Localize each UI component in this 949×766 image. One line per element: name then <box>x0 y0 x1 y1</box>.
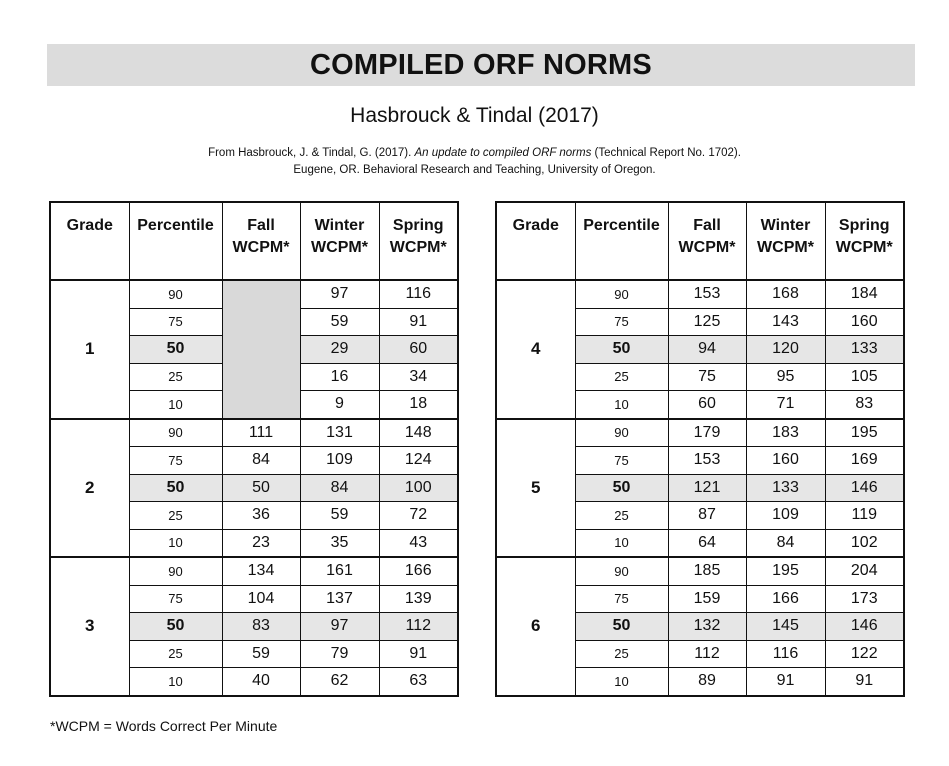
winter-wcpm-cell: 166 <box>746 585 825 613</box>
spring-wcpm-cell: 160 <box>825 308 904 336</box>
percentile-cell: 90 <box>575 557 668 585</box>
header-spring: Spring WCPM* <box>825 202 904 280</box>
percentile-cell: 25 <box>129 502 222 530</box>
spring-wcpm-cell: 60 <box>379 336 458 364</box>
percentile-cell: 90 <box>129 280 222 308</box>
fall-wcpm-cell: 89 <box>668 668 746 696</box>
winter-wcpm-cell: 79 <box>300 640 379 668</box>
winter-wcpm-cell: 116 <box>746 640 825 668</box>
winter-wcpm-cell: 133 <box>746 474 825 502</box>
spring-wcpm-cell: 72 <box>379 502 458 530</box>
citation-line-2: Eugene, OR. Behavioral Research and Teaching, University of Oregon. <box>293 164 656 176</box>
fall-wcpm-cell: 134 <box>222 557 300 585</box>
fall-wcpm-cell: 40 <box>222 668 300 696</box>
fall-wcpm-cell: 59 <box>222 640 300 668</box>
fall-wcpm-cell: 179 <box>668 419 746 447</box>
percentile-cell: 25 <box>575 502 668 530</box>
percentile-cell: 10 <box>129 529 222 557</box>
fall-wcpm-cell: 36 <box>222 502 300 530</box>
spring-wcpm-cell: 173 <box>825 585 904 613</box>
fall-wcpm-cell: 84 <box>222 447 300 475</box>
citation <box>0 145 949 179</box>
spring-wcpm-cell: 169 <box>825 447 904 475</box>
table-row <box>50 280 458 308</box>
fall-wcpm-cell: 121 <box>668 474 746 502</box>
winter-wcpm-cell: 84 <box>300 474 379 502</box>
winter-wcpm-cell: 183 <box>746 419 825 447</box>
spring-wcpm-cell: 18 <box>379 391 458 419</box>
percentile-cell: 50 <box>129 336 222 364</box>
fall-wcpm-cell: 185 <box>668 557 746 585</box>
spring-wcpm-cell: 43 <box>379 529 458 557</box>
spring-wcpm-cell: 184 <box>825 280 904 308</box>
winter-wcpm-cell: 168 <box>746 280 825 308</box>
percentile-cell: 75 <box>575 585 668 613</box>
spring-wcpm-cell: 63 <box>379 668 458 696</box>
fall-wcpm-cell: 153 <box>668 280 746 308</box>
winter-wcpm-cell: 95 <box>746 363 825 391</box>
spring-wcpm-cell: 195 <box>825 419 904 447</box>
table-row <box>50 419 458 447</box>
fall-wcpm-cell: 87 <box>668 502 746 530</box>
header-fall: Fall WCPM* <box>668 202 746 280</box>
winter-wcpm-cell: 71 <box>746 391 825 419</box>
grade-cell: 4 <box>496 280 575 419</box>
winter-wcpm-cell: 29 <box>300 336 379 364</box>
fall-wcpm-cell: 50 <box>222 474 300 502</box>
spring-wcpm-cell: 133 <box>825 336 904 364</box>
fall-wcpm-cell: 94 <box>668 336 746 364</box>
spring-wcpm-cell: 122 <box>825 640 904 668</box>
percentile-cell: 10 <box>575 391 668 419</box>
percentile-cell: 10 <box>129 668 222 696</box>
spring-wcpm-cell: 102 <box>825 529 904 557</box>
spring-wcpm-cell: 105 <box>825 363 904 391</box>
winter-wcpm-cell: 131 <box>300 419 379 447</box>
header-fall: Fall WCPM* <box>222 202 300 280</box>
winter-wcpm-cell: 35 <box>300 529 379 557</box>
norms-table-right <box>495 201 905 697</box>
percentile-cell: 25 <box>129 363 222 391</box>
winter-wcpm-cell: 161 <box>300 557 379 585</box>
header-winter: Winter WCPM* <box>746 202 825 280</box>
percentile-cell: 90 <box>129 419 222 447</box>
grade-cell: 3 <box>50 557 129 696</box>
winter-wcpm-cell: 195 <box>746 557 825 585</box>
winter-wcpm-cell: 16 <box>300 363 379 391</box>
spring-wcpm-cell: 100 <box>379 474 458 502</box>
spring-wcpm-cell: 112 <box>379 613 458 641</box>
winter-wcpm-cell: 160 <box>746 447 825 475</box>
spring-wcpm-cell: 139 <box>379 585 458 613</box>
percentile-cell: 75 <box>129 308 222 336</box>
spring-wcpm-cell: 91 <box>825 668 904 696</box>
header-percentile: Percentile <box>575 202 668 280</box>
spring-wcpm-cell: 34 <box>379 363 458 391</box>
spring-wcpm-cell: 148 <box>379 419 458 447</box>
header-spring: Spring WCPM* <box>379 202 458 280</box>
winter-wcpm-cell: 59 <box>300 502 379 530</box>
table-row <box>50 557 458 585</box>
winter-wcpm-cell: 91 <box>746 668 825 696</box>
spring-wcpm-cell: 124 <box>379 447 458 475</box>
percentile-cell: 10 <box>575 668 668 696</box>
percentile-cell: 90 <box>129 557 222 585</box>
grade-cell: 5 <box>496 419 575 558</box>
winter-wcpm-cell: 137 <box>300 585 379 613</box>
winter-wcpm-cell: 9 <box>300 391 379 419</box>
spring-wcpm-cell: 91 <box>379 308 458 336</box>
percentile-cell: 10 <box>575 529 668 557</box>
page-title: COMPILED ORF NORMS <box>310 48 652 81</box>
percentile-cell: 75 <box>129 447 222 475</box>
percentile-cell: 50 <box>575 336 668 364</box>
fall-wcpm-cell: 153 <box>668 447 746 475</box>
table-row <box>496 419 904 447</box>
winter-wcpm-cell: 120 <box>746 336 825 364</box>
percentile-cell: 25 <box>575 363 668 391</box>
winter-wcpm-cell: 145 <box>746 613 825 641</box>
percentile-cell: 90 <box>575 280 668 308</box>
percentile-cell: 90 <box>575 419 668 447</box>
citation-report-title: An update to compiled ORF norms <box>414 147 592 159</box>
title-bar <box>47 44 915 86</box>
spring-wcpm-cell: 146 <box>825 474 904 502</box>
spring-wcpm-cell: 91 <box>379 640 458 668</box>
winter-wcpm-cell: 84 <box>746 529 825 557</box>
winter-wcpm-cell: 143 <box>746 308 825 336</box>
winter-wcpm-cell: 109 <box>300 447 379 475</box>
spring-wcpm-cell: 166 <box>379 557 458 585</box>
header-grade: Grade <box>50 202 129 280</box>
spring-wcpm-cell: 204 <box>825 557 904 585</box>
percentile-cell: 50 <box>129 474 222 502</box>
percentile-cell: 75 <box>575 308 668 336</box>
percentile-cell: 10 <box>129 391 222 419</box>
fall-wcpm-cell: 60 <box>668 391 746 419</box>
grade-cell: 6 <box>496 557 575 696</box>
fall-wcpm-cell: 23 <box>222 529 300 557</box>
footnote: *WCPM = Words Correct Per Minute <box>50 718 278 734</box>
table-row <box>496 280 904 308</box>
winter-wcpm-cell: 109 <box>746 502 825 530</box>
header-grade: Grade <box>496 202 575 280</box>
fall-wcpm-cell: 83 <box>222 613 300 641</box>
spring-wcpm-cell: 146 <box>825 613 904 641</box>
winter-wcpm-cell: 97 <box>300 280 379 308</box>
header-percentile: Percentile <box>129 202 222 280</box>
header-row <box>496 202 904 280</box>
fall-wcpm-cell: 132 <box>668 613 746 641</box>
spring-wcpm-cell: 116 <box>379 280 458 308</box>
percentile-cell: 50 <box>129 613 222 641</box>
winter-wcpm-cell: 59 <box>300 308 379 336</box>
fall-wcpm-cell: 112 <box>668 640 746 668</box>
fall-wcpm-cell: 104 <box>222 585 300 613</box>
header-row <box>50 202 458 280</box>
fall-wcpm-cell: 111 <box>222 419 300 447</box>
percentile-cell: 75 <box>575 447 668 475</box>
fall-wcpm-cell: 64 <box>668 529 746 557</box>
percentile-cell: 25 <box>129 640 222 668</box>
grade-cell: 1 <box>50 280 129 419</box>
no-data-cell <box>222 280 300 419</box>
fall-wcpm-cell: 125 <box>668 308 746 336</box>
norms-table-left <box>49 201 459 697</box>
fall-wcpm-cell: 75 <box>668 363 746 391</box>
header-winter: Winter WCPM* <box>300 202 379 280</box>
grade-cell: 2 <box>50 419 129 558</box>
winter-wcpm-cell: 97 <box>300 613 379 641</box>
percentile-cell: 50 <box>575 474 668 502</box>
fall-wcpm-cell: 159 <box>668 585 746 613</box>
citation-line-1: From Hasbrouck, J. & Tindal, G. (2017). An update to compiled ORF norms (Technical Report No. 1702). <box>208 147 741 159</box>
page-subtitle: Hasbrouck & Tindal (2017) <box>350 104 599 127</box>
spring-wcpm-cell: 119 <box>825 502 904 530</box>
spring-wcpm-cell: 83 <box>825 391 904 419</box>
percentile-cell: 75 <box>129 585 222 613</box>
winter-wcpm-cell: 62 <box>300 668 379 696</box>
percentile-cell: 50 <box>575 613 668 641</box>
percentile-cell: 25 <box>575 640 668 668</box>
table-row <box>496 557 904 585</box>
